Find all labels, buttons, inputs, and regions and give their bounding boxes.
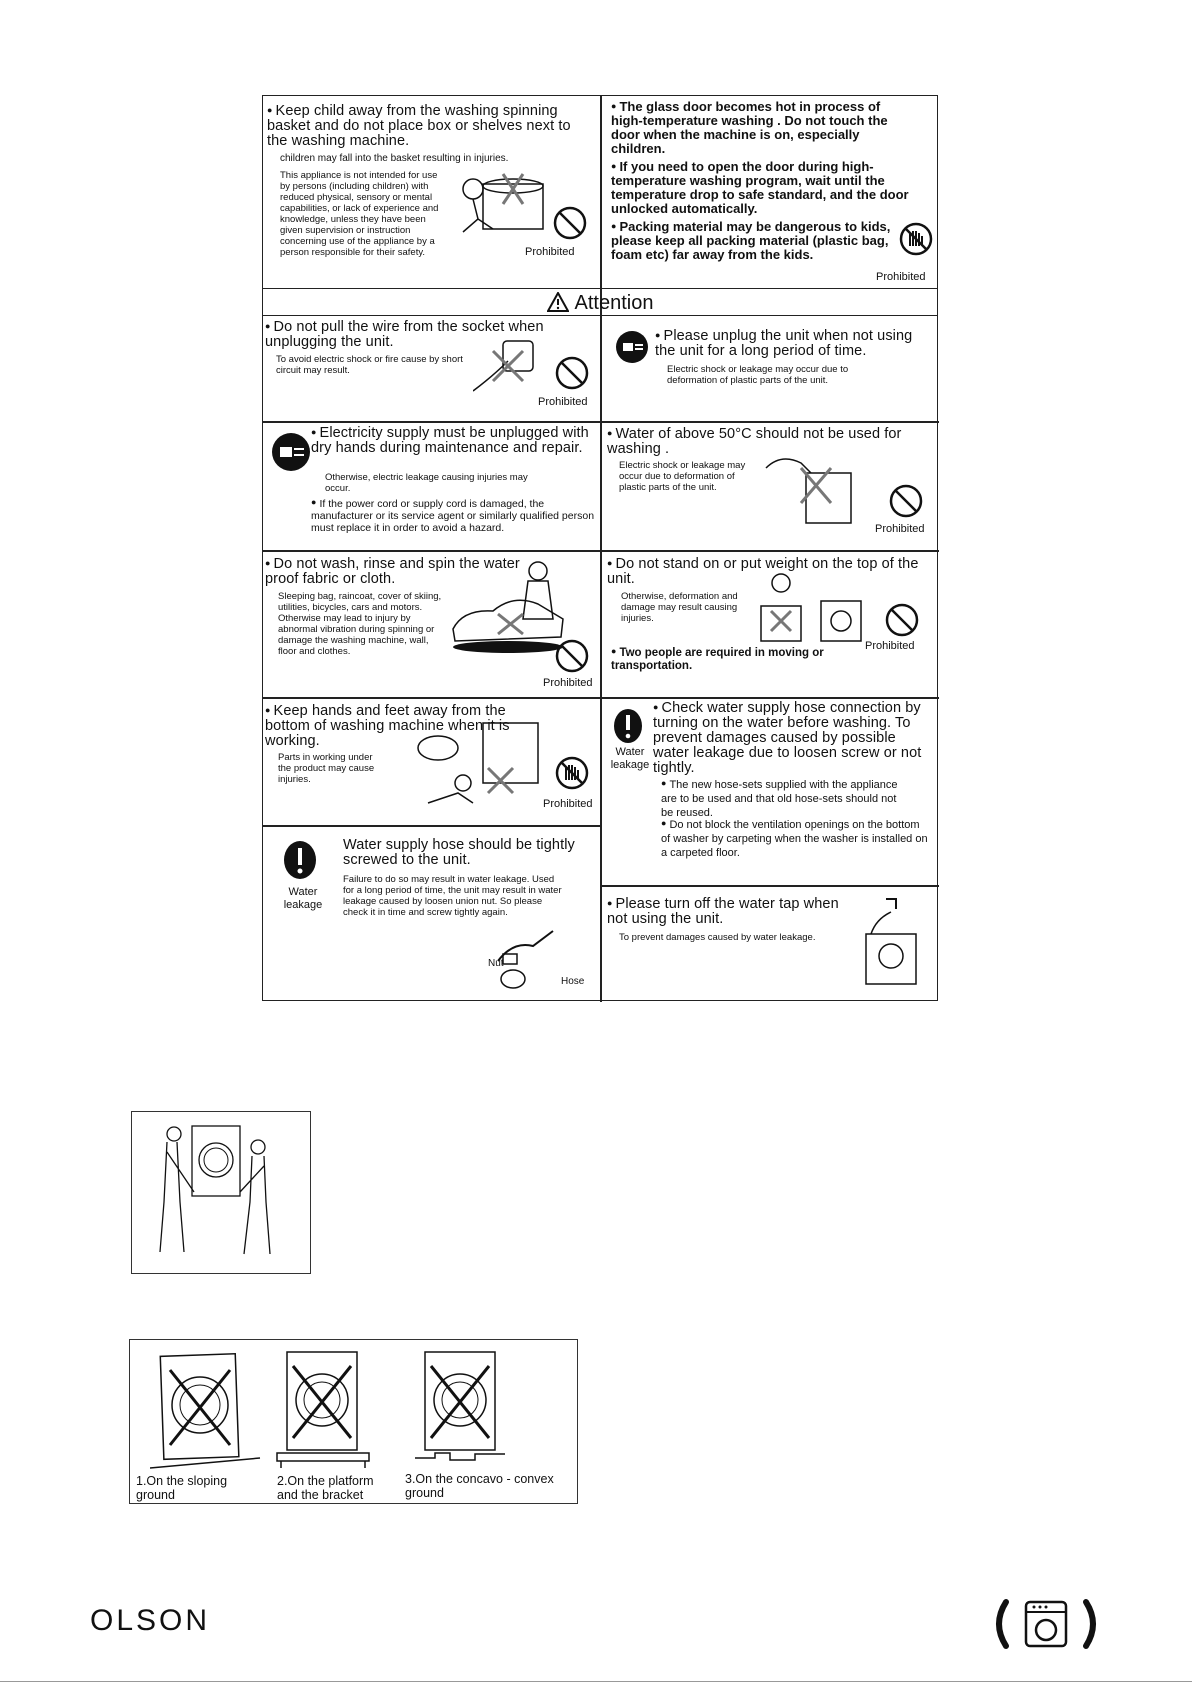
prohibited-icon (555, 639, 589, 673)
cell-stand-on-top (601, 551, 939, 697)
hose-nut-illustration (488, 921, 568, 991)
hose-tight-title: Water supply hose should be tightly screwed to the unit. (343, 837, 575, 868)
packing-warning: ● Packing material may be dangerous to kids, please keep all packing material (plastic bag, foam etc) far away from the kids. (611, 219, 901, 262)
prohibited-label: Prohibited (543, 798, 593, 810)
child-safety-sub: children may fall into the basket resulting in injuries. (280, 153, 509, 164)
water-tap-body: To prevent damages caused by water leakage. (619, 932, 816, 943)
exclamation-icon (613, 708, 643, 744)
platform-caption: 2.On the platform and the bracket (277, 1474, 374, 1502)
prohibited-label: Prohibited (543, 677, 593, 689)
no-touch-icon (555, 756, 589, 790)
unplug-icon (615, 330, 649, 364)
nut-label: Nut (488, 958, 504, 969)
cell-dry-hands (263, 422, 600, 550)
child-near-washer-illustration (413, 708, 553, 808)
stand-on-top-title: ● Do not stand on or put weight on the top of the unit. (607, 556, 927, 587)
hose-tight-body: Failure to do so may result in water leakage. Used for a long period of time, the unit may result in water leakage caused by loosen union nut. So please check it in time and screw tightly again. (343, 874, 562, 918)
water-tap-illustration (856, 894, 931, 994)
two-people-carrying-image (131, 1111, 311, 1274)
cell-water-tap (601, 886, 939, 1002)
sloping-ground-washer-illustration (150, 1350, 270, 1470)
prohibited-icon (885, 603, 919, 637)
sloping-ground-caption: 1.On the sloping ground (136, 1474, 228, 1502)
two-people-warning: ● Two people are required in moving or transportation. (611, 645, 841, 673)
door-open-warning: ● If you need to open the door during high-temperature washing program, wait until the temperature drop to safe standard, and the door unlocked automatically. (611, 159, 911, 216)
prohibited-icon (553, 206, 587, 240)
brand-logo: OLSON (90, 1604, 211, 1637)
hose-label: Hose (561, 976, 585, 987)
waterproof-body: Sleeping bag, raincoat, cover of skiing, utilities, bicycles, cars and motors. Otherwise may lead to injury by abnormal vibration during spinning or damage the washing machine, wall, floor and clothes. (278, 591, 442, 657)
unplug-body: Electric shock or leakage may occur due to deformation of plastic parts of the unit. (667, 364, 849, 386)
water-temp-body: Electric shock or leakage may occur due to deformation of plastic parts of the unit. (619, 460, 746, 493)
ventilation-warning: ● Do not block the ventilation openings on the bottom of washer by carpeting when the washer is installed on a carpeted floor. (661, 816, 931, 860)
hose-check-title: ● Check water supply hose connection by turning on the water before washing. To prevent damages caused by possible water leakage due to loosen screw or not tightly. (653, 700, 933, 776)
hands-feet-title: ● Keep hands and feet away from the bottom of washing machine when it is working. (265, 703, 545, 749)
child-basket-illustration (443, 164, 553, 239)
attention-banner (263, 288, 937, 316)
exclamation-icon (283, 840, 317, 880)
two-people-carrying-illustration (132, 1112, 310, 1273)
cell-wire (263, 316, 600, 421)
power-cord-warning: ● If the power cord or supply cord is damaged, the manufacturer or its service agent or similarly qualified person must replace it in order to avoid a hazard. (311, 496, 596, 534)
cell-unplug (601, 316, 939, 421)
plug-pull-illustration (473, 336, 543, 396)
hot-water-illustration (761, 448, 861, 528)
prohibited-icon (889, 484, 923, 518)
cell-hands-feet (263, 698, 600, 825)
prohibited-label: Prohibited (538, 396, 588, 408)
warning-triangle-icon (547, 292, 569, 312)
prohibited-label: Prohibited (875, 523, 925, 535)
dry-hands-title: ● Electricity supply must be unplugged with dry hands during maintenance and repair. (311, 425, 596, 456)
dry-hands-body: Otherwise, electric leakage causing injuries may occur. (325, 472, 528, 494)
installation-surfaces-image (129, 1339, 578, 1504)
attention-title: Attention (574, 292, 654, 314)
no-touch-icon (899, 222, 933, 256)
uneven-ground-caption: 3.On the concavo - convex ground (405, 1472, 554, 1500)
prohibited-label: Prohibited (865, 640, 915, 652)
unplug-title: ● Please unplug the unit when not using the unit for a long period of time. (655, 328, 925, 359)
wire-title: ● Do not pull the wire from the socket when unplugging the unit. (265, 319, 555, 350)
prohibited-label: Prohibited (876, 271, 926, 283)
hot-door-warning: ● The glass door becomes hot in process of high-temperature washing . Do not touch the door when the machine is on, especially children. (611, 99, 901, 156)
person-on-washer-illustration (751, 571, 871, 646)
safety-table (262, 95, 938, 1001)
washing-machine-icon (990, 1598, 1102, 1650)
cell-child-safety (263, 96, 600, 288)
stand-on-top-body: Otherwise, deformation and damage may result causing injuries. (621, 591, 738, 624)
hands-feet-body: Parts in working under the product may cause injuries. (278, 752, 375, 785)
wire-body: To avoid electric shock or fire cause by short circuit may result. (276, 354, 463, 376)
new-hose-warning: ● The new hose-sets supplied with the appliance are to be used and that old hose-sets should not be reused. (661, 776, 901, 820)
water-tap-title: ● Please turn off the water tap when not using the unit. (607, 896, 857, 927)
cell-door-packing (601, 96, 939, 288)
uneven-ground-washer-illustration (415, 1350, 525, 1470)
car-raincoat-illustration (443, 559, 573, 659)
water-temp-title: ● Water of above 50°C should not be used for washing . (607, 426, 917, 457)
cell-hose-tight (263, 826, 600, 1002)
cell-water-temp (601, 422, 939, 550)
prohibited-label: Prohibited (525, 246, 575, 258)
child-safety-body: This appliance is not intended for use by persons (including children) with reduced physical, sensory or mental capabilities, or lack of experience and knowledge, unless they have been given supervision or instruction concerning use of the appliance by a person responsible for their safety. (280, 170, 439, 258)
footer-divider (0, 1681, 1192, 1682)
cell-waterproof (263, 551, 600, 697)
child-safety-title: ● Keep child away from the washing spinning basket and do not place box or shelves next to the washing machine. (267, 103, 587, 149)
platform-washer-illustration (275, 1350, 385, 1470)
prohibited-icon (555, 356, 589, 390)
cell-hose-check (601, 698, 939, 885)
water-leakage-label: Water leakage (610, 746, 650, 771)
water-leakage-label: Water leakage (283, 886, 323, 911)
waterproof-title: ● Do not wash, rinse and spin the water proof fabric or cloth. (265, 556, 555, 587)
unplug-icon (271, 432, 311, 472)
